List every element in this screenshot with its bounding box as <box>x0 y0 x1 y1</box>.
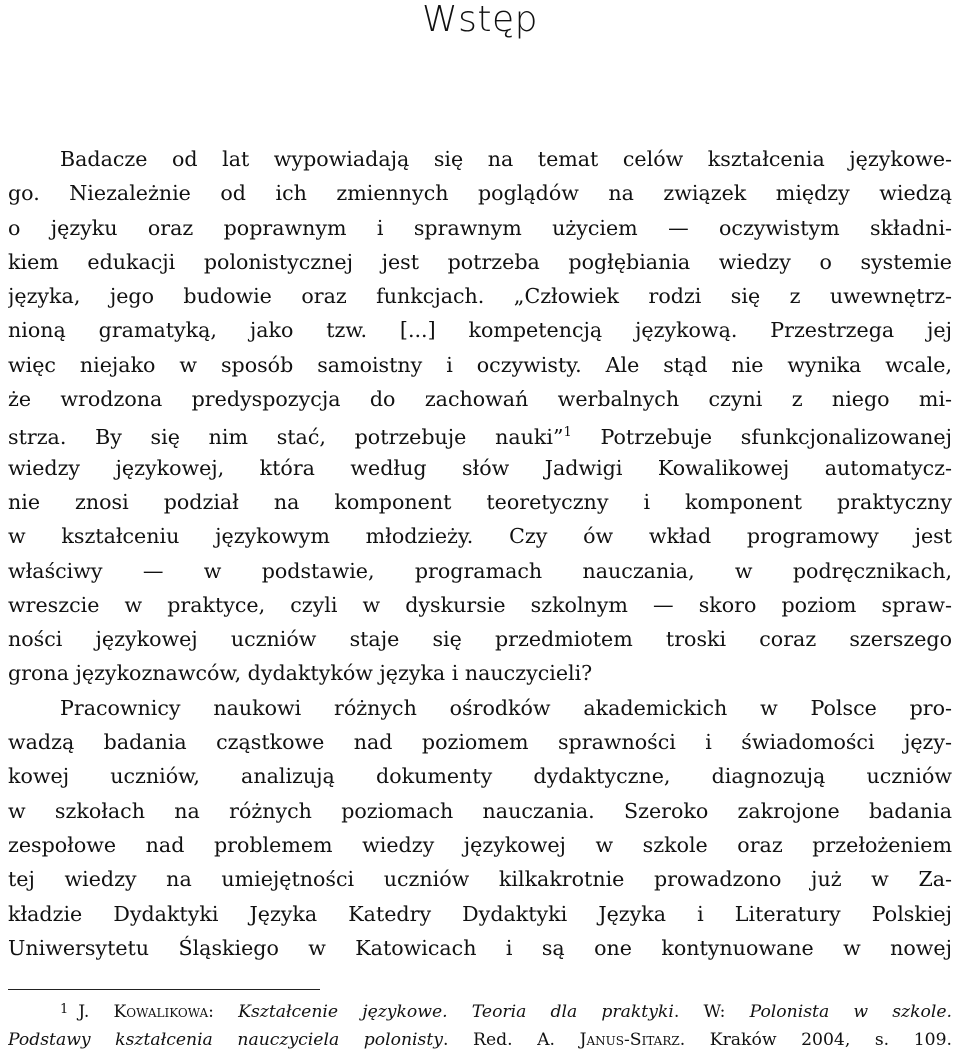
footnote-in-label: W: <box>703 1002 726 1022</box>
text-line-with-footnote <box>8 416 952 450</box>
text-line: Badacze od lat wypowiadają się na temat celów kształcenia językowe- <box>60 147 952 171</box>
text-line: właściwy — w podstawie, programach nauczania, w podręcznikach, <box>8 558 952 583</box>
footnote-author-initial: J. <box>78 1002 90 1022</box>
text-line: wadzą badania cząstkowe nad poziomem sprawności i świadomości języ- <box>8 730 952 755</box>
text-line: o języku oraz poprawnym i sprawnym użyciem — oczywistym składni- <box>8 215 952 240</box>
footnote-author-name: Kowalikowa <box>113 1002 209 1022</box>
text-line: wiedzy językowej, która według słów Jadwigi Kowalikowej automatycz- <box>8 455 952 480</box>
footnote-line: Podstawy kształcenia nauczyciela polonisty. Red. A. Janus-Sitarz. Kraków 2004, s. 109. <box>8 1030 952 1050</box>
footnote-line: $^1$ J. Kowalikowa: Kształcenie językowe. Teoria dla praktyki. W: Polonista w szkole. <box>60 1002 952 1022</box>
text-line: kładzie Dydaktyki Języka Katedry Dydaktyki Języka i Literatury Polskiej <box>8 901 952 926</box>
text-line: tej wiedzy na umiejętności uczniów kilkakrotnie prowadzono już w Za- <box>8 867 952 892</box>
text-line: Uniwersytetu Śląskiego w Katowicach i są one kontynuowane w nowej <box>8 935 952 960</box>
page-title: Wstęp <box>422 0 538 40</box>
text-line: więc niejako w sposób samoistny i oczywisty. Ale stąd nie wynika wcale, <box>8 352 952 377</box>
footnote-editor-name: Janus-Sitarz <box>579 1030 680 1050</box>
footnote-reference[interactable]: 1 <box>563 425 572 441</box>
text-line: języka, jego budowie oraz funkcjach. „Człowiek rodzi się z uwewnętrz- <box>8 284 952 309</box>
text-line: nie znosi podział na komponent teoretyczny i komponent praktyczny <box>8 489 952 514</box>
text-line: w kształceniu językowym młodzieży. Czy ów wkład programowy jest <box>8 524 952 549</box>
text-line: kowej uczniów, analizują dokumenty dydaktyczne, diagnozują uczniów <box>8 764 952 789</box>
text-line: zespołowe nad problemem wiedzy językowej w szkole oraz przełożeniem <box>8 832 952 857</box>
text-line: że wrodzona predyspozycja do zachowań werbalnych czyni z niego mi- <box>8 387 952 412</box>
footnote-publication: Kraków 2004, s. 109. <box>709 1030 952 1050</box>
text-line: wreszcie w praktyce, czyli w dyskursie szkolnym — skoro poziom spraw- <box>8 592 952 617</box>
footnote-collection: Polonista w szkole. <box>749 1002 952 1022</box>
text-segment: strza. By się nim stać, potrzebuje nauki” <box>8 425 564 450</box>
footnote <box>8 998 952 1054</box>
footnote-mark: 1 <box>60 1002 69 1017</box>
text-line: ności językowej uczniów staje się przedmiotem troski coraz szerszego <box>8 627 952 652</box>
text-line: w szkołach na różnych poziomach nauczania. Szeroko zakrojone badania <box>8 798 952 823</box>
text-line: go. Niezależnie od ich zmiennych poglądów na związek między wiedzą <box>8 181 952 206</box>
text-line: Pracownicy naukowi różnych ośrodków akademickich w Polsce pro- <box>60 695 952 720</box>
text-segment: Potrzebuje sfunkcjonalizowanej <box>571 425 952 450</box>
footnote-collection-cont: Podstawy kształcenia nauczyciela polonisty <box>8 1030 443 1050</box>
text-line: kiem edukacji polonistycznej jest potrzeba pogłębiania wiedzy o systemie <box>8 249 952 274</box>
text-line: grona językoznawców, dydaktyków języka i nauczycieli? <box>8 661 593 686</box>
footnote-separator <box>8 989 320 990</box>
body-text <box>8 142 952 965</box>
text-line: nioną gramatyką, jako tzw. [...] kompetencją językową. Przestrzega jej <box>8 318 952 343</box>
footnote-title: Kształcenie językowe. Teoria dla praktyki <box>238 1002 674 1022</box>
footnote-editor-label: Red. A. <box>473 1030 556 1050</box>
